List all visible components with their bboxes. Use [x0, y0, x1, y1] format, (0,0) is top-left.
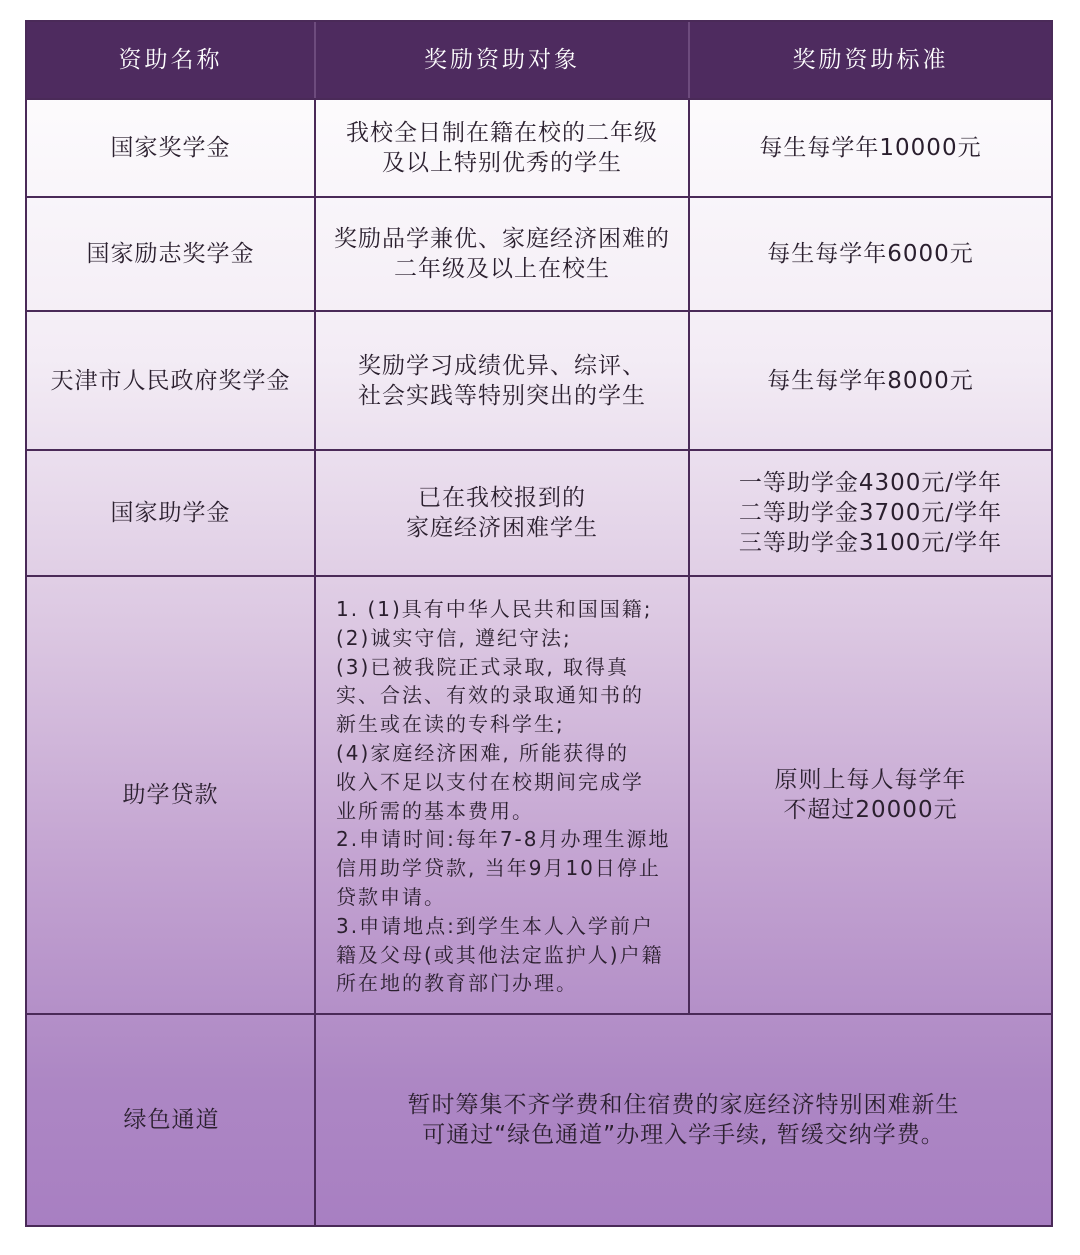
table-row	[27, 198, 1051, 312]
row-standard: 一等助学金4300元/学年 二等助学金3700元/学年 三等助学金3100元/学年	[738, 470, 1003, 556]
table-row	[27, 451, 1051, 577]
table-row	[27, 100, 1051, 198]
table-row	[27, 312, 1051, 451]
row-name: 助学贷款	[27, 577, 316, 1013]
row-standard: 每生每学年6000元	[767, 241, 974, 267]
table-header	[27, 22, 1051, 100]
row-description: 暂时筹集不齐学费和住宿费的家庭经济特别困难新生 可通过“绿色通道”办理入学手续, 暂缓交纳学费。	[407, 1092, 960, 1148]
row-name: 国家励志奖学金	[27, 198, 316, 310]
row-standard: 每生每学年8000元	[767, 367, 974, 394]
row-name: 绿色通道	[123, 1107, 220, 1133]
row-target: 奖励品学兼优、家庭经济困难的 二年级及以上在校生	[316, 198, 690, 310]
header-target: 奖励资助对象	[316, 22, 690, 98]
row-target: 已在我校报到的 家庭经济困难学生	[316, 451, 690, 575]
table-row	[27, 577, 1051, 1015]
row-target-cell	[316, 577, 690, 1013]
row-target: 奖励学习成绩优异、综评、 社会实践等特别突出的学生	[316, 312, 690, 449]
row-name: 国家奖学金	[27, 100, 316, 196]
header-name: 资助名称	[27, 22, 316, 98]
row-name: 国家助学金	[27, 451, 316, 575]
row-standard: 每生每学年10000元	[759, 135, 982, 161]
header-standard: 奖励资助标准	[792, 47, 949, 73]
table-row	[27, 1015, 1051, 1225]
scholarship-table	[25, 20, 1053, 1227]
row-name: 天津市人民政府奖学金	[27, 312, 316, 449]
row-target: 我校全日制在籍在校的二年级 及以上特别优秀的学生	[316, 100, 690, 196]
row-target: 1. (1)具有中华人民共和国国籍; (2)诚实守信, 遵纪守法; (3)已被我院正式录取, 取得真 实、合法、有效的录取通知书的 新生或在读的专科学生; (4)家庭经济困难, 所能获得的 收入不足以支付在校期间完成学 业所需的基本费用。 2.申请时间:每年7-8月办理生源地 信用助学贷款, 当年9月10日停止 贷款申请。 3.申请地点:到学生本人入学前户 籍及父母(或其他法定监护人)户籍 所在地的教育部门办理。	[336, 597, 671, 996]
row-standard: 原则上每人每学年 不超过20000元	[774, 767, 967, 823]
